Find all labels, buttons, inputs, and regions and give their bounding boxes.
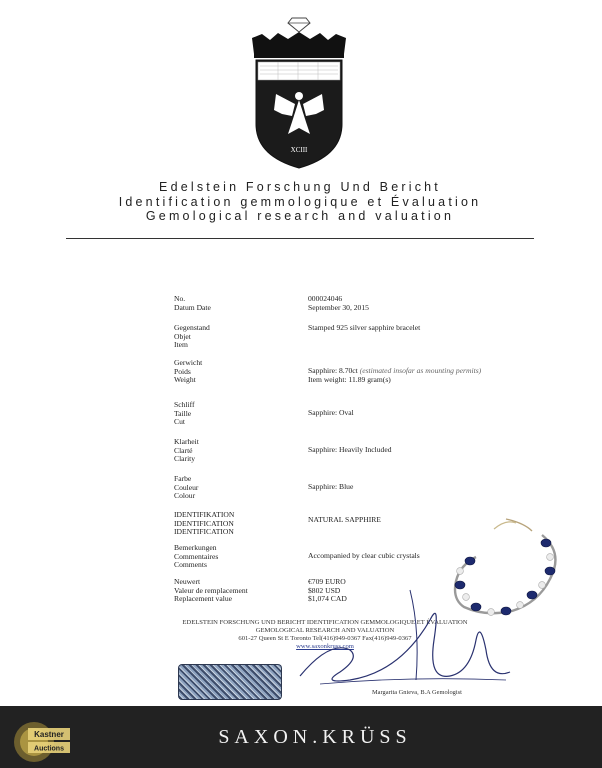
header-line-english: Gemological research and valuation	[145, 209, 455, 223]
signature-scribble	[290, 580, 520, 700]
certificate-header	[60, 180, 540, 224]
field-colour	[174, 475, 534, 511]
stamp-line1: Kastner	[34, 730, 64, 739]
cut-value: Sapphire: Oval	[308, 408, 354, 417]
label-date: Datum Date	[174, 302, 211, 312]
label-colour-de: Farbe	[174, 474, 192, 483]
hologram-sticker	[178, 664, 282, 700]
footer-line-address: 601-27 Queen St E Toronto Tel(416)949-0367 Fax(416)949-0367	[238, 635, 412, 642]
certificate-date: September 30, 2015	[308, 302, 369, 312]
value-usd: $802 USD	[308, 585, 341, 595]
colour-value: Sapphire: Blue	[308, 482, 354, 491]
label-cut-de: Schliff	[174, 400, 195, 409]
label-cut-fr: Taille	[174, 408, 192, 418]
clarity-value: Sapphire: Heavily Included	[308, 445, 392, 454]
brand-name: SAXON.KRÜSS	[218, 726, 412, 748]
label-item-en: Item	[174, 340, 188, 350]
label-weight-de: Gerwicht	[174, 358, 203, 367]
label-value-en: Replacement value	[174, 594, 232, 604]
header-divider	[66, 238, 534, 239]
header-line-french: Identification gemmologique et Évaluation	[118, 194, 482, 209]
crest-numeral: XCIII	[290, 146, 308, 154]
value-cad: $1,074 CAD	[308, 594, 347, 604]
footer-line-research: GEMOLOGICAL RESEARCH AND VALUATION	[255, 627, 395, 634]
label-weight-fr: Poids	[174, 366, 191, 376]
identification-value: NATURAL SAPPHIRE	[308, 515, 381, 524]
crown-icon	[252, 32, 346, 58]
label-value-de: Neuwert	[174, 577, 201, 586]
label-item-fr: Objet	[174, 331, 191, 341]
weight-sapphire: Sapphire: 8.70ct	[308, 366, 358, 375]
label-clarity-fr: Clarté	[174, 445, 193, 455]
auction-stamp	[12, 712, 72, 768]
label-identification-de: IDENTIFIKATION	[174, 510, 235, 519]
label-clarity-de: Klarheit	[174, 437, 199, 446]
label-comments-fr: Commentaires	[174, 551, 219, 561]
label-identification-en: IDENTIFICATION	[174, 527, 234, 537]
label-no: No.	[174, 294, 186, 303]
label-value-fr: Valeur de remplacement	[174, 585, 248, 595]
footer-website-link[interactable]: www.saxonkruss.com	[296, 643, 354, 650]
label-item-de: Gegenstand	[174, 323, 210, 332]
comments-value: Accompanied by clear cubic crystals	[308, 551, 420, 560]
label-cut-en: Cut	[174, 417, 185, 427]
signature-name: Margarita Gnieva, B.A Gemologist	[372, 689, 462, 696]
field-clarity	[174, 438, 534, 475]
label-colour-en: Colour	[174, 491, 196, 501]
field-item	[174, 324, 534, 359]
item-value: Stamped 925 silver sapphire bracelet	[308, 323, 421, 332]
diamond-icon	[288, 18, 310, 32]
label-comments-en: Comments	[174, 560, 207, 570]
header-line-german: Edelstein Forschung Und Bericht	[159, 180, 441, 194]
footer-line-company: EDELSTEIN FORSCHUNG UND BERICHT IDENTIFICATION GEMMOLOGIQUE ET ÉVALUATION	[182, 619, 468, 626]
field-weight	[174, 359, 534, 401]
crest-logo	[248, 14, 350, 174]
label-clarity-en: Clarity	[174, 454, 196, 464]
label-comments-de: Bemerkungen	[174, 543, 217, 552]
certificate-number: 000024046	[308, 294, 343, 303]
weight-item: Item weight: 11.89 gram(s)	[308, 374, 391, 384]
field-number-date	[174, 295, 534, 315]
value-euro: €709 EURO	[308, 577, 346, 586]
weight-note: (estimated insofar as mounting permits)	[359, 366, 482, 375]
field-cut	[174, 401, 534, 438]
label-identification-fr: IDENTIFICATION	[174, 518, 234, 528]
label-weight-en: Weight	[174, 375, 196, 385]
label-colour-fr: Couleur	[174, 482, 199, 492]
stamp-line2: Auctions	[34, 745, 64, 753]
